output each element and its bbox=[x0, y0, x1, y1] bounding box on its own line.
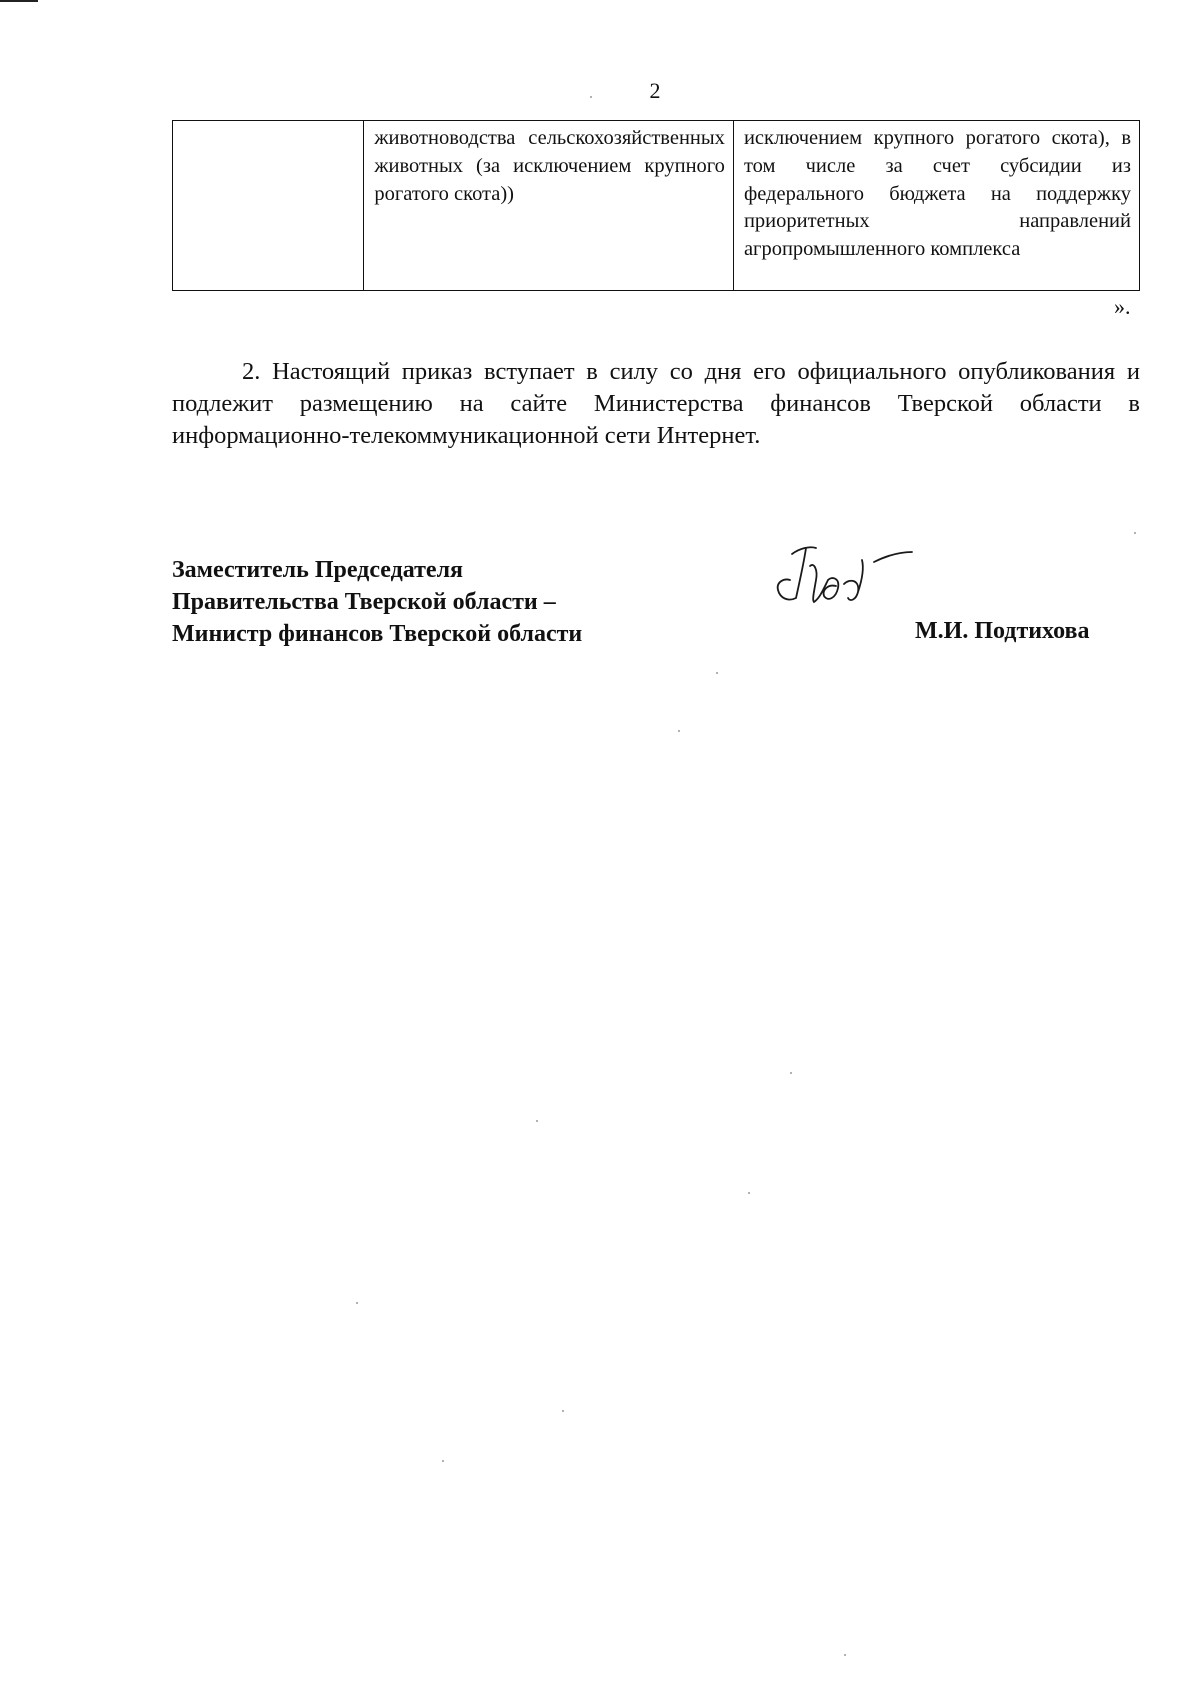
scan-speck bbox=[1134, 532, 1136, 534]
table-row bbox=[173, 121, 1140, 291]
signer-name: М.И. Подтихова bbox=[915, 618, 1090, 644]
table-cell-purpose: исключением крупного рогатого скота), в том числе за счет субсидии из федерального бюджета на поддержку приоритетных направлений агропромышленного комплекса bbox=[733, 121, 1139, 291]
table-cell-number bbox=[173, 121, 364, 291]
scan-speck bbox=[536, 1120, 538, 1122]
signatory-title-line: Правительства Тверской области – bbox=[172, 589, 556, 615]
scan-speck bbox=[678, 730, 680, 732]
signatory-title-line: Министр финансов Тверской области bbox=[172, 621, 583, 647]
scan-speck bbox=[790, 1072, 792, 1074]
signatory-title-line: Заместитель Председателя bbox=[172, 557, 464, 583]
scan-artifact-line bbox=[0, 0, 38, 2]
scan-speck bbox=[748, 1192, 750, 1194]
effective-date-paragraph: 2. Настоящий приказ вступает в силу со дня его официального опубликования и подлежит размещению на сайте Министерства финансов Тверской области в информационно-телекоммуникационной сети Интернет. bbox=[172, 358, 1140, 449]
handwritten-signature bbox=[770, 540, 920, 610]
continuation-table bbox=[172, 120, 1140, 291]
scan-speck bbox=[590, 96, 592, 98]
table-cell-direction: животноводства сельскохозяйственных животных (за исключением крупного рогатого скота)) bbox=[364, 121, 734, 291]
scan-speck bbox=[356, 1302, 358, 1304]
closing-quote: ». bbox=[1114, 294, 1131, 319]
scan-speck bbox=[562, 1410, 564, 1412]
page-number: 2 bbox=[649, 78, 661, 103]
scan-speck bbox=[844, 1654, 846, 1656]
scan-speck bbox=[442, 1460, 444, 1462]
signatory-title bbox=[172, 554, 582, 650]
scan-speck bbox=[716, 672, 718, 674]
